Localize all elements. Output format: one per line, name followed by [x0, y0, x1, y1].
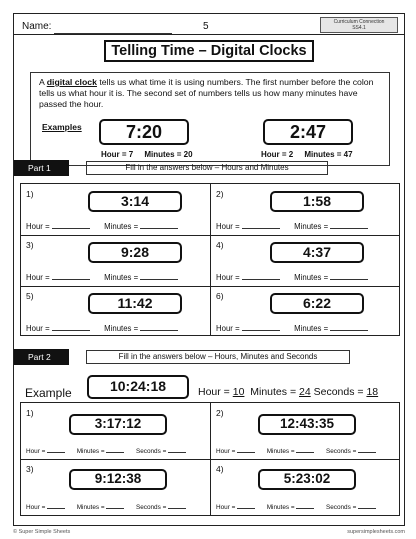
part2-example-row — [14, 372, 404, 402]
p1-q1-number: 1) — [26, 189, 34, 199]
footer-website: supersimplesheets.com — [347, 529, 405, 535]
p1-q4-clock: 4:37 — [270, 242, 364, 263]
p1-q6-number: 6) — [216, 291, 224, 301]
p1-q6-minutes-blank[interactable] — [330, 325, 368, 331]
page-title: Telling Time – Digital Clocks — [104, 40, 314, 62]
examples-label: Examples — [42, 122, 82, 132]
intro-post: tells us what time it is using numbers. The first number before the colon tells us what hour it is. The second set of numbers tells us how many minutes have passed the hour. — [39, 77, 374, 109]
seconds-label: Seconds = — [135, 504, 169, 511]
p1-q3-minutes-blank[interactable] — [140, 274, 178, 280]
hour-label: Hour = — [26, 273, 52, 282]
p2-q4-seconds-blank[interactable] — [358, 503, 376, 509]
p1-q5-answer-row — [26, 324, 178, 333]
p2-q2-clock: 12:43:35 — [258, 414, 356, 435]
example-clock: 10:24:18 — [87, 375, 189, 399]
p2-q1-minutes-blank[interactable] — [106, 447, 124, 453]
footer-copyright: © Super Simple Sheets — [13, 529, 71, 535]
p1-q5-minutes-blank[interactable] — [140, 325, 178, 331]
p1-q5-clock: 11:42 — [88, 293, 182, 314]
part1-bar — [14, 160, 404, 176]
p1-q6-hour-blank[interactable] — [242, 325, 280, 331]
intro-pre: A — [39, 77, 47, 87]
minutes-label: Minutes = — [104, 324, 141, 333]
p1-q6-clock: 6:22 — [270, 293, 364, 314]
example-hour-label: Hour = — [198, 386, 233, 398]
minutes-label: Minutes = — [104, 273, 141, 282]
intro-text — [39, 77, 385, 110]
p1-q6-answer-row — [216, 324, 368, 333]
p2-q1-number: 1) — [26, 408, 34, 418]
hour-label: Hour = — [216, 324, 242, 333]
seconds-label: Seconds = — [325, 448, 359, 455]
p2-q3-clock: 9:12:38 — [69, 469, 167, 490]
p2-q1-clock: 3:17:12 — [69, 414, 167, 435]
p1-q3-number: 3) — [26, 240, 34, 250]
example-clock-1: 7:20 — [99, 119, 189, 145]
worksheet-page — [13, 13, 405, 526]
part2-tag: Part 2 — [14, 349, 69, 365]
minutes-label: Minutes = — [294, 222, 331, 231]
p1-q5-hour-blank[interactable] — [52, 325, 90, 331]
intro-box — [30, 72, 390, 166]
name-label: Name: — [22, 21, 52, 32]
hour-label: Hour = — [26, 504, 48, 511]
p1-q1-answer-row — [26, 222, 178, 231]
curriculum-line-1: Curriculum Connection — [333, 19, 385, 25]
title-rule — [14, 34, 404, 35]
p2-q4-number: 4) — [216, 464, 224, 474]
example-seconds-value: 18 — [366, 386, 379, 398]
p2-q3-seconds-blank[interactable] — [168, 503, 186, 509]
minutes-label: Minutes = — [76, 448, 107, 455]
p1-q2-number: 2) — [216, 189, 224, 199]
example-minutes-value: 24 — [299, 386, 311, 398]
example-caption-2: Hour = 2 Minutes = 47 — [261, 150, 353, 159]
p1-q4-answer-row — [216, 273, 368, 282]
example-seconds-label: Seconds = — [310, 386, 367, 398]
minutes-label: Minutes = — [266, 448, 297, 455]
p2-q3-number: 3) — [26, 464, 34, 474]
p2-q2-number: 2) — [216, 408, 224, 418]
p2-q1-hour-blank[interactable] — [47, 447, 65, 453]
example-minutes-label: Minutes = — [244, 386, 299, 398]
part2-instructions: Fill in the answers below – Hours, Minutes and Seconds — [86, 350, 350, 364]
hour-label: Hour = — [26, 448, 48, 455]
example-clock-2: 2:47 — [263, 119, 353, 145]
p1-q4-minutes-blank[interactable] — [330, 274, 368, 280]
hour-label: Hour = — [216, 504, 238, 511]
header-row — [14, 14, 404, 40]
minutes-label: Minutes = — [104, 222, 141, 231]
p2-q1-seconds-blank[interactable] — [168, 447, 186, 453]
p1-q2-hour-blank[interactable] — [242, 223, 280, 229]
minutes-label: Minutes = — [76, 504, 107, 511]
hour-label: Hour = — [216, 448, 238, 455]
hour-label: Hour = — [216, 222, 242, 231]
p1-q2-minutes-blank[interactable] — [330, 223, 368, 229]
part1-divider-h1 — [21, 235, 399, 236]
p1-q3-hour-blank[interactable] — [52, 274, 90, 280]
p2-q4-answer-row — [216, 503, 376, 511]
p2-q4-hour-blank[interactable] — [237, 503, 255, 509]
hour-label: Hour = — [26, 324, 52, 333]
curriculum-badge — [320, 17, 398, 33]
hour-label: Hour = — [216, 273, 242, 282]
part2-divider-h — [21, 459, 399, 460]
p1-q1-hour-blank[interactable] — [52, 223, 90, 229]
example-hour-value: 10 — [232, 386, 245, 398]
minutes-label: Minutes = — [266, 504, 297, 511]
p2-q4-minutes-blank[interactable] — [296, 503, 314, 509]
intro-term: digital clock — [46, 77, 97, 87]
part1-divider-v — [210, 184, 211, 335]
p2-q2-minutes-blank[interactable] — [296, 447, 314, 453]
part1-divider-h2 — [21, 286, 399, 287]
p2-q1-answer-row — [26, 447, 186, 455]
seconds-label: Seconds = — [325, 504, 359, 511]
p1-q2-answer-row — [216, 222, 368, 231]
part2-grid — [20, 402, 400, 516]
seconds-label: Seconds = — [135, 448, 169, 455]
part2-bar — [14, 349, 404, 365]
p1-q4-hour-blank[interactable] — [242, 274, 280, 280]
p2-q3-hour-blank[interactable] — [47, 503, 65, 509]
p1-q1-clock: 3:14 — [88, 191, 182, 212]
p2-q3-minutes-blank[interactable] — [106, 503, 124, 509]
p2-q3-answer-row — [26, 503, 186, 511]
p1-q1-minutes-blank[interactable] — [140, 223, 178, 229]
p1-q3-answer-row — [26, 273, 178, 282]
p2-q2-hour-blank[interactable] — [237, 447, 255, 453]
curriculum-line-2: SS4.1 — [352, 25, 366, 31]
p1-q3-clock: 9:28 — [88, 242, 182, 263]
minutes-label: Minutes = — [294, 273, 331, 282]
hour-label: Hour = — [26, 222, 52, 231]
example-caption-1: Hour = 7 Minutes = 20 — [101, 150, 193, 159]
minutes-label: Minutes = — [294, 324, 331, 333]
page-number: 5 — [203, 21, 209, 32]
part1-grid — [20, 183, 400, 336]
part1-instructions: Fill in the answers below – Hours and Minutes — [86, 161, 328, 175]
p1-q2-clock: 1:58 — [270, 191, 364, 212]
p2-q2-answer-row — [216, 447, 376, 455]
example-answer — [198, 386, 378, 398]
p2-q2-seconds-blank[interactable] — [358, 447, 376, 453]
p1-q4-number: 4) — [216, 240, 224, 250]
p2-q4-clock: 5:23:02 — [258, 469, 356, 490]
example-label: Example — [25, 386, 72, 400]
part1-tag: Part 1 — [14, 160, 69, 176]
p1-q5-number: 5) — [26, 291, 34, 301]
